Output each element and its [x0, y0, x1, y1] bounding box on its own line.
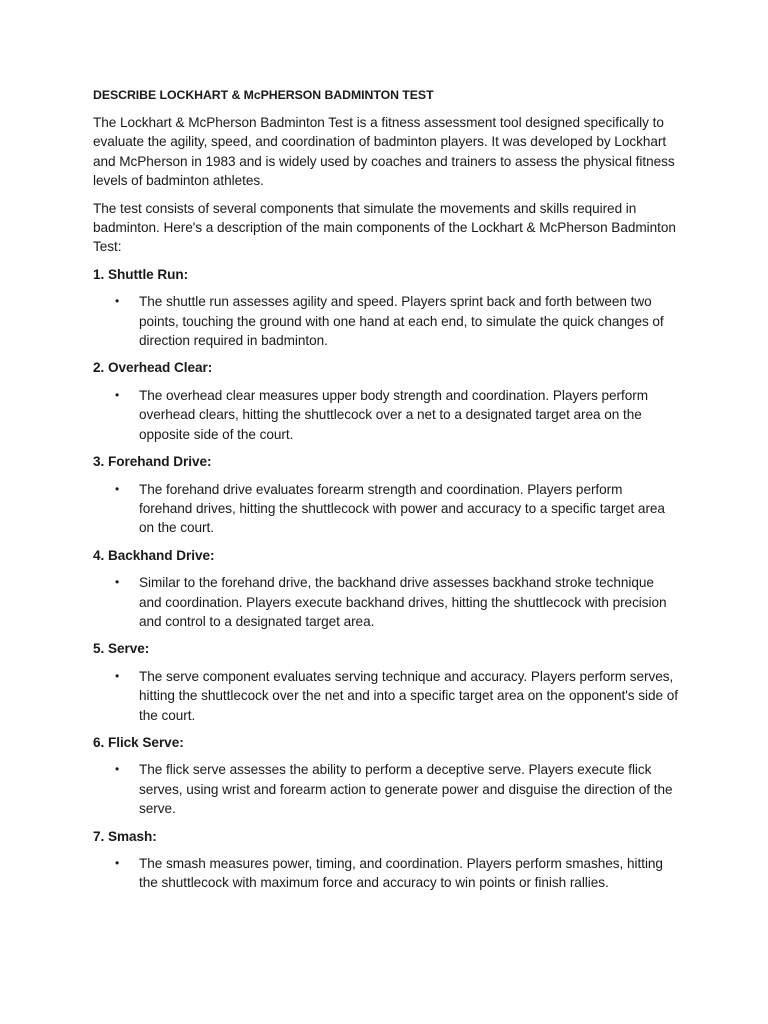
section-heading: 6. Flick Serve: — [93, 734, 184, 750]
bullet-list — [93, 573, 678, 631]
bullet-list — [93, 292, 678, 350]
bullet-icon: • — [115, 668, 120, 683]
list-item — [93, 292, 678, 350]
list-item — [93, 667, 678, 725]
section-heading: 1. Shuttle Run: — [93, 266, 189, 282]
list-item — [93, 480, 678, 538]
bullet-list — [93, 667, 678, 725]
bullet-icon: • — [115, 294, 120, 309]
section-backhand-drive — [93, 546, 678, 632]
intro-paragraph-1: The Lockhart & McPherson Badminton Test is a fitness assessment tool designed specifically to evaluate the agility, speed, and coordination of badminton players. It was developed by Lockhart and McPherson in 1983 and is widely used by coaches and trainers to assess the physical fitness levels of badminton athletes. — [93, 115, 675, 189]
list-item-text: Similar to the forehand drive, the backhand drive assesses backhand stroke technique and coordination. Players execute backhand drives, hitting the shuttlecock with precision and control to a designated target area. — [139, 575, 667, 629]
bullet-icon: • — [115, 387, 120, 402]
bullet-list — [93, 854, 678, 893]
list-item-text: The forehand drive evaluates forearm strength and coordination. Players perform forehand drives, hitting the shuttlecock with power and accuracy to a specific target area on the court. — [139, 481, 665, 536]
intro-paragraph-2: The test consists of several components that simulate the movements and skills required in badminton. Here's a description of the main components of the Lockhart & McPherson Badminton Test: — [93, 200, 676, 255]
bullet-icon: • — [115, 762, 120, 777]
section-heading: 4. Backhand Drive: — [93, 547, 215, 563]
list-item — [93, 386, 678, 444]
bullet-list — [93, 386, 678, 444]
list-item-text: The overhead clear measures upper body strength and coordination. Players perform overhead clears, hitting the shuttlecock over a net to a designated target area on the opposite side of the court. — [139, 387, 649, 442]
section-heading: 7. Smash: — [93, 828, 157, 844]
section-heading: 2. Overhead Clear: — [93, 360, 213, 376]
list-item — [93, 854, 678, 893]
section-forehand-drive — [93, 452, 678, 538]
list-item — [93, 573, 678, 631]
bullet-icon: • — [115, 575, 120, 590]
section-heading: 3. Forehand Drive: — [93, 454, 212, 470]
section-smash — [93, 827, 678, 893]
section-shuttle-run — [93, 265, 678, 351]
list-item-text: The shuttle run assesses agility and speed. Players sprint back and forth between two points, touching the ground with one hand at each end, to simulate the quick changes of direction required in badminton. — [139, 294, 664, 349]
list-item-text: The smash measures power, timing, and coordination. Players perform smashes, hitting the shuttlecock with maximum force and accuracy to win points or finish rallies. — [139, 856, 663, 891]
section-heading: 5. Serve: — [93, 641, 150, 657]
bullet-list — [93, 480, 678, 538]
bullet-icon: • — [115, 481, 120, 496]
section-flick-serve — [93, 733, 678, 819]
bullet-icon: • — [115, 856, 120, 870]
bullet-list — [93, 760, 678, 818]
document-title: DESCRIBE LOCKHART & McPHERSON BADMINTON TEST — [93, 88, 434, 102]
section-serve — [93, 639, 678, 725]
section-overhead-clear — [93, 358, 678, 444]
list-item — [93, 760, 678, 818]
list-item-text: The serve component evaluates serving technique and accuracy. Players perform serves, hitting the shuttlecock over the net and into a specific target area on the opponent's side of the court. — [139, 668, 678, 723]
list-item-text: The flick serve assesses the ability to perform a deceptive serve. Players execute flick serves, using wrist and forearm action to generate power and disguise the direction of the serve. — [139, 762, 673, 817]
